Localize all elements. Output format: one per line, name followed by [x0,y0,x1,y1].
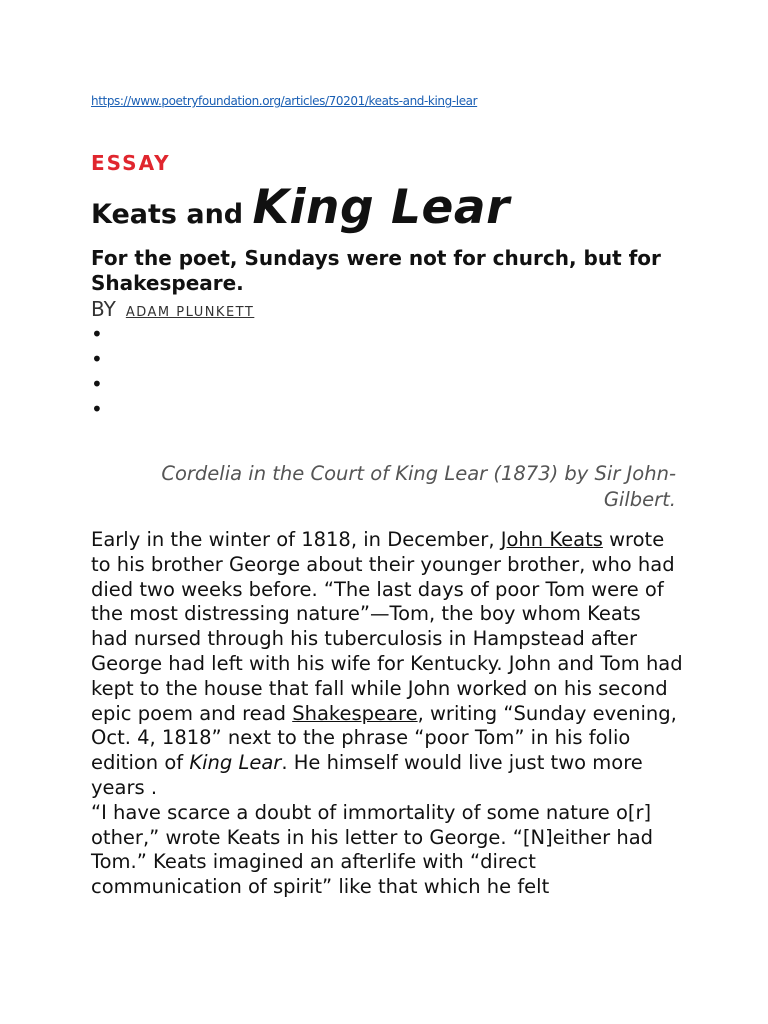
paragraph-1-text-d: . He himself would live just two more years . [91,751,643,799]
source-url-link[interactable]: https://www.poetryfoundation.org/articles/70201/keats-and-king-lear [91,94,478,108]
byline-prefix: BY [91,297,116,321]
article-subtitle: For the poet, Sundays were not for church, but for Shakespeare. [91,246,661,295]
paragraph-1-text-a: Early in the winter of 1818, in December, [91,528,501,551]
paragraph-1 [91,528,683,801]
article-title-part1: Keats and [91,199,253,230]
bullet-item: • [91,397,103,421]
article-title-part2: King Lear [252,180,510,235]
article-body [91,528,683,900]
image-caption: Cordelia in the Court of King Lear (1873) by Sir John-Gilbert. [161,462,676,511]
paragraph-1-text-b: wrote to his brother George about their younger brother, who had died two weeks before. “The last days of poor Tom were of the most distressing nature”—Tom, the boy whom Keats had nursed through his tuberculosis in Hampstead after George had left with his wife for Kentucky. John and Tom had kept to the house that fall while John worked on his second epic poem and read [91,528,683,725]
article-kicker: ESSAY [91,151,171,175]
author-link[interactable]: ADAM PLUNKETT [125,305,255,320]
share-bullet-list [91,322,103,422]
john-keats-link[interactable]: John Keats [500,528,603,551]
byline [91,297,254,321]
work-title-king-lear: King Lear [189,751,282,775]
article-title [91,180,510,235]
paragraph-1-text-c: , writing “Sunday evening, Oct. 4, 1818” next to the phrase “poor Tom” in his folio edition of [91,701,677,775]
shakespeare-link[interactable]: Shakespeare [292,701,418,725]
bullet-item: • [91,372,103,396]
bullet-item: • [91,347,103,371]
paragraph-2: “I have scarce a doubt of immortality of some nature o[r] other,” wrote Keats in his letter to George. “[N]either had Tom.” Keats imagined an afterlife with “direct communication of spirit” like that which he felt [91,800,654,899]
bullet-item: • [91,322,103,346]
